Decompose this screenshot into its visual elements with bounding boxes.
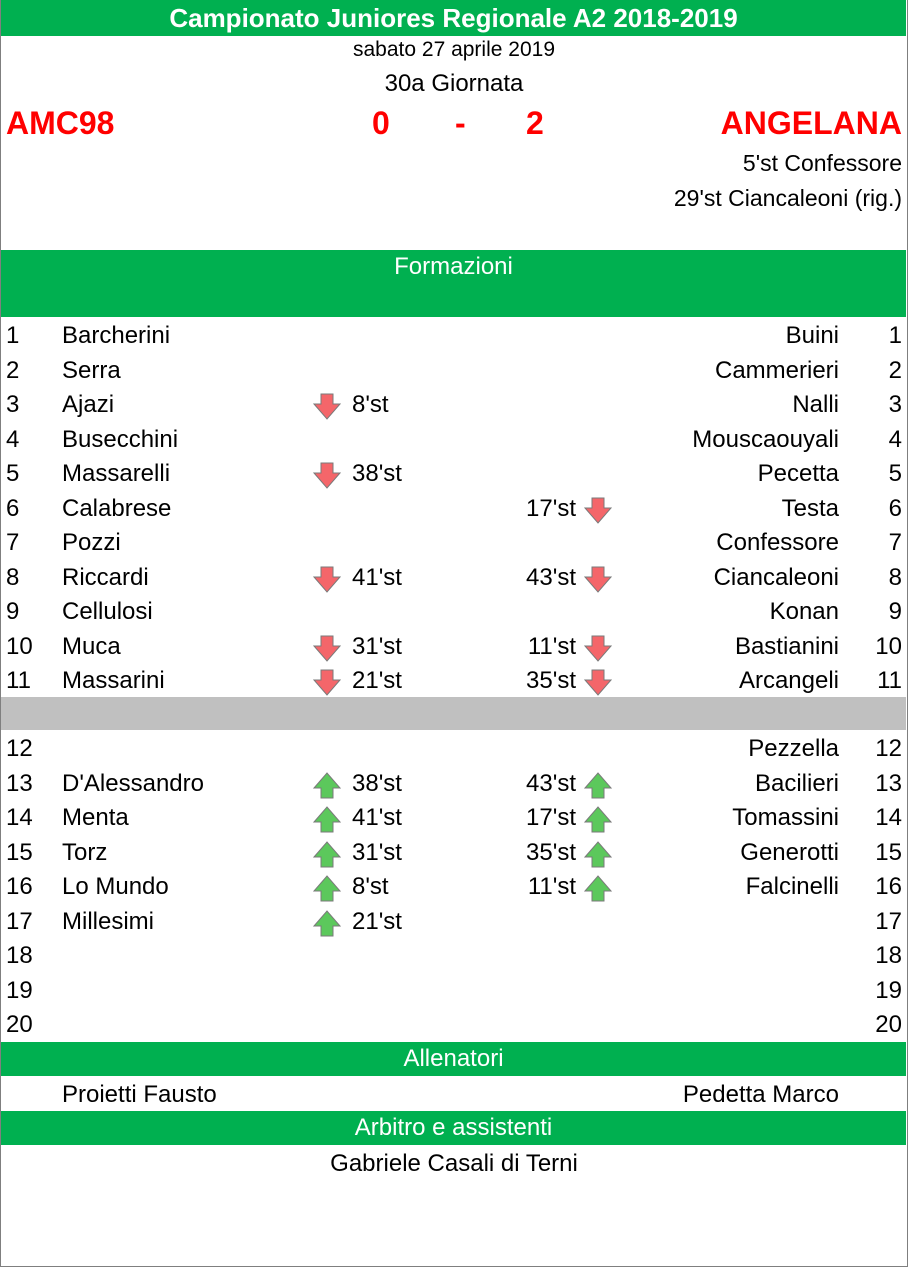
away-scorer: 29'st Ciancaleoni (rig.) [673, 185, 902, 211]
lineup-row [0, 836, 908, 870]
home-shirt-number: 16 [6, 873, 33, 900]
home-player: Lo Mundo [62, 873, 169, 900]
arrow-up-icon [584, 767, 612, 800]
away-scorer: 5'st Confessore [742, 150, 902, 176]
home-shirt-number: 1 [6, 322, 20, 349]
home-shirt-number: 5 [6, 460, 20, 487]
home-player: Millesimi [62, 907, 154, 935]
page-title: Campionato Juniores Regionale A2 2018-2019 [1, 0, 906, 36]
arrow-down-icon [584, 492, 612, 525]
away-shirt-number: 17 [875, 907, 902, 935]
away-player: Mouscaouyali [692, 425, 839, 453]
home-team: AMC98 [6, 105, 115, 141]
home-shirt-number: 4 [6, 425, 20, 453]
home-player: Massarelli [62, 460, 171, 487]
home-score: 0 [372, 105, 390, 141]
lineup-row [0, 388, 908, 422]
arrow-down-icon [584, 561, 612, 594]
away-sub-minute: 17'st [526, 494, 576, 522]
away-shirt-number: 5 [888, 460, 902, 487]
home-player: Calabrese [62, 494, 172, 522]
home-shirt-number: 19 [6, 976, 33, 1004]
away-player: Testa [781, 494, 839, 522]
home-player: Ajazi [62, 391, 115, 418]
home-coach: Proietti Fausto [62, 1081, 217, 1108]
arrow-up-icon [584, 836, 612, 869]
lineup-row [0, 526, 908, 560]
away-shirt-number: 20 [875, 1011, 902, 1038]
away-player: Cammerieri [714, 356, 839, 384]
lineup-row [0, 457, 908, 491]
score-separator: - [455, 105, 466, 141]
home-shirt-number: 7 [6, 529, 20, 556]
home-player: Busecchini [62, 425, 179, 453]
lineup-row [0, 1008, 908, 1042]
away-sub-minute: 17'st [526, 804, 576, 831]
away-shirt-number: 3 [888, 391, 902, 418]
away-player: Pecetta [757, 460, 839, 487]
home-sub-minute: 31'st [352, 632, 402, 660]
lineup-row [0, 423, 908, 457]
away-player: Arcangeli [738, 667, 839, 694]
lineup-row [0, 319, 908, 353]
home-sub-minute: 38'st [352, 769, 402, 797]
away-shirt-number: 12 [875, 735, 902, 762]
bench-divider [1, 697, 906, 730]
away-player: Buini [785, 322, 839, 349]
away-shirt-number: 8 [888, 563, 902, 591]
away-sub-minute: 11'st [527, 873, 576, 900]
lineup-row [0, 905, 908, 939]
home-shirt-number: 18 [6, 942, 33, 969]
home-shirt-number: 6 [6, 494, 20, 522]
home-sub-minute: 41'st [352, 563, 402, 591]
home-shirt-number: 2 [6, 356, 20, 384]
home-sub-minute: 38'st [352, 460, 402, 487]
arrow-down-icon [313, 388, 341, 421]
home-player: Muca [62, 632, 121, 660]
away-sub-minute: 43'st [526, 563, 576, 591]
home-player: Serra [62, 356, 121, 384]
lineup-row [0, 354, 908, 388]
home-shirt-number: 8 [6, 563, 20, 591]
lineup-row [0, 664, 908, 698]
away-shirt-number: 11 [877, 667, 902, 694]
home-sub-minute: 8'st [352, 873, 389, 900]
home-player: Riccardi [62, 563, 149, 591]
home-sub-minute: 41'st [352, 804, 402, 831]
section-formations: Formazioni [1, 250, 906, 284]
home-sub-minute: 31'st [352, 838, 402, 866]
away-team: ANGELANA [720, 105, 902, 141]
arrow-down-icon [313, 664, 341, 697]
home-shirt-number: 11 [6, 667, 31, 694]
away-player: Confessore [716, 529, 839, 556]
lineup-row [0, 974, 908, 1008]
lineup-row [0, 870, 908, 904]
arrow-up-icon [313, 905, 341, 938]
arrow-up-icon [313, 801, 341, 834]
away-shirt-number: 7 [888, 529, 902, 556]
home-player: Barcherini [62, 322, 171, 349]
lineup-row [0, 732, 908, 766]
away-sub-minute: 35'st [526, 838, 576, 866]
away-shirt-number: 6 [888, 494, 902, 522]
away-shirt-number: 4 [888, 425, 902, 453]
home-shirt-number: 12 [6, 735, 33, 762]
away-shirt-number: 2 [888, 356, 902, 384]
home-shirt-number: 10 [6, 632, 33, 660]
home-shirt-number: 3 [6, 391, 20, 418]
away-score: 2 [526, 105, 544, 141]
home-sub-minute: 8'st [352, 391, 389, 418]
lineup-row [0, 630, 908, 664]
lineup-row [0, 801, 908, 835]
home-player: Torz [62, 838, 108, 866]
away-shirt-number: 16 [875, 873, 902, 900]
away-player: Konan [769, 598, 839, 625]
away-player: Generotti [740, 838, 839, 866]
match-date: sabato 27 aprile 2019 [353, 38, 555, 61]
home-player: D'Alessandro [62, 769, 204, 797]
away-shirt-number: 10 [875, 632, 902, 660]
away-shirt-number: 13 [875, 769, 902, 797]
away-sub-minute: 43'st [526, 769, 576, 797]
home-player: Cellulosi [62, 598, 153, 625]
away-player: Bastianini [734, 632, 839, 660]
away-shirt-number: 15 [875, 838, 902, 866]
home-shirt-number: 17 [6, 907, 33, 935]
lineup-row [0, 939, 908, 973]
arrow-down-icon [313, 457, 341, 490]
away-shirt-number: 1 [888, 322, 902, 349]
arrow-up-icon [584, 870, 612, 903]
home-shirt-number: 9 [6, 598, 20, 625]
home-shirt-number: 14 [6, 804, 33, 831]
away-player: Nalli [792, 391, 839, 418]
away-shirt-number: 18 [875, 942, 902, 969]
section-coaches: Allenatori [1, 1042, 906, 1076]
away-coach: Pedetta Marco [682, 1081, 839, 1108]
home-sub-minute: 21'st [352, 667, 402, 694]
away-player: Falcinelli [745, 873, 839, 900]
arrow-up-icon [313, 870, 341, 903]
home-player: Massarini [62, 667, 165, 694]
arrow-down-icon [313, 561, 341, 594]
home-shirt-number: 15 [6, 838, 33, 866]
referee-name: Gabriele Casali di Terni [330, 1150, 578, 1177]
arrow-down-icon [313, 630, 341, 663]
arrow-up-icon [584, 801, 612, 834]
lineup-row [0, 767, 908, 801]
section-spacer [1, 284, 906, 317]
away-player: Pezzella [748, 735, 839, 762]
away-shirt-number: 19 [875, 976, 902, 1004]
arrow-down-icon [584, 630, 612, 663]
arrow-down-icon [584, 664, 612, 697]
away-player: Ciancaleoni [713, 563, 839, 591]
away-shirt-number: 9 [888, 598, 902, 625]
lineup-row [0, 595, 908, 629]
away-player: Bacilieri [754, 769, 839, 797]
matchday: 30a Giornata [384, 70, 524, 97]
away-player: Tomassini [732, 804, 839, 831]
lineup-row [0, 561, 908, 595]
home-player: Pozzi [62, 529, 121, 556]
home-shirt-number: 13 [6, 769, 33, 797]
home-player: Menta [62, 804, 129, 831]
away-shirt-number: 14 [875, 804, 902, 831]
arrow-up-icon [313, 767, 341, 800]
lineup-row [0, 492, 908, 526]
away-sub-minute: 11'st [527, 632, 576, 660]
home-shirt-number: 20 [6, 1011, 33, 1038]
arrow-up-icon [313, 836, 341, 869]
away-sub-minute: 35'st [526, 667, 576, 694]
home-sub-minute: 21'st [352, 907, 402, 935]
section-referees: Arbitro e assistenti [1, 1111, 906, 1145]
